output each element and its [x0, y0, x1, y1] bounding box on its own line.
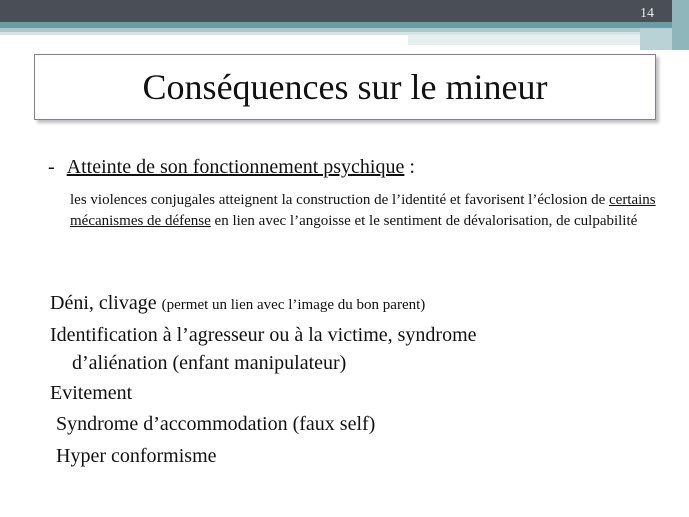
- description-paragraph: [70, 190, 660, 232]
- header-band-dark: [0, 0, 689, 22]
- slide-number: 14: [640, 6, 654, 21]
- item-denial: [50, 292, 425, 315]
- bullet-dash: -: [48, 156, 55, 178]
- item-accommodation: Syndrome d’accommodation (faux self): [56, 413, 376, 435]
- paragraph-text-2: en lien avec l’angoisse et le sentiment de dévalorisation, de culpabilité: [210, 213, 638, 229]
- bullet-colon: :: [404, 156, 415, 178]
- paragraph-underlined: certains mécanismes de défense: [70, 192, 656, 229]
- item-avoidance: Evitement: [50, 382, 133, 404]
- item-denial-note: (permet un lien avec l’image du bon parent): [161, 297, 426, 313]
- slide-title: Conséquences sur le mineur: [142, 67, 548, 107]
- item-identification-cont: d’aliénation (enfant manipulateur): [72, 352, 347, 374]
- title-box: [34, 54, 656, 120]
- item-conformism: Hyper conformisme: [56, 445, 217, 467]
- bullet-label: Atteinte de son fonctionnement psychique: [66, 156, 405, 178]
- item-denial-label: Déni, clivage: [50, 292, 162, 314]
- header-band-corner: [672, 0, 689, 50]
- bullet-heading: [48, 156, 415, 179]
- header-band-accent: [408, 35, 640, 45]
- item-identification: Identification à l’agresseur ou à la victime, syndrome: [50, 324, 477, 346]
- paragraph-text-1: les violences conjugales atteignent la construction de l’identité et favorisent l’éclosion de: [70, 192, 609, 208]
